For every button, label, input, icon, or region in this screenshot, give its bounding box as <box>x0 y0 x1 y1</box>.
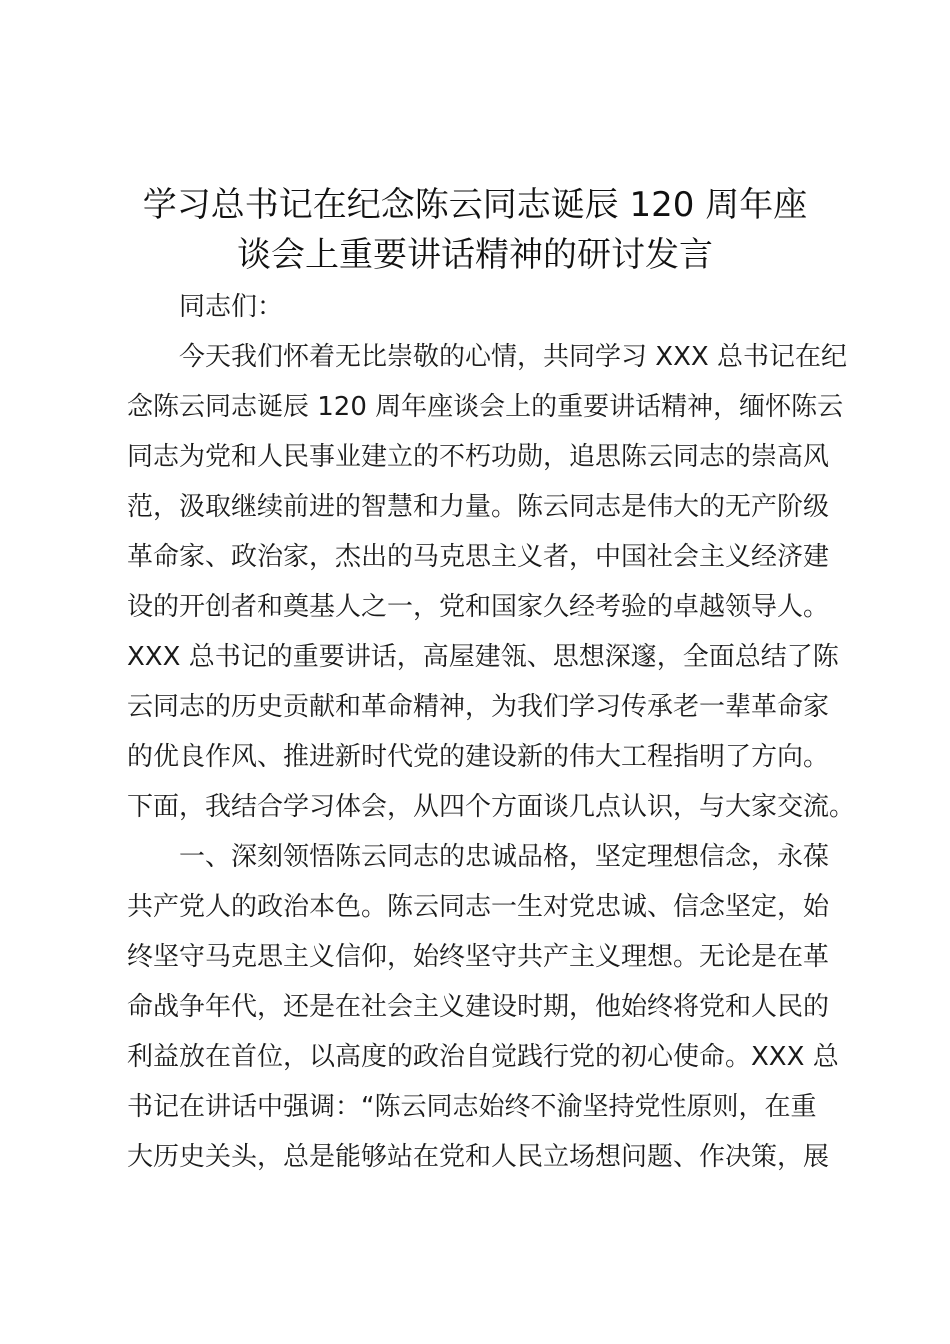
section-1-line: 命战争年代，还是在社会主义建设时期，他始终将党和人民的 <box>127 992 830 1022</box>
salutation: 同志们： <box>179 292 284 322</box>
section-1-heading-line: 一、深刻领悟陈云同志的忠诚品格，坚定理想信念，永葆 <box>179 842 830 872</box>
section-1-line: 书记在讲话中强调：“陈云同志始终不渝坚持党性原则，在重 <box>127 1092 817 1122</box>
paragraph-1-line: 的优良作风、推进新时代党的建设新的伟大工程指明了方向。 <box>127 742 830 772</box>
title-line-1: 学习总书记在纪念陈云同志诞辰 120 周年座 <box>142 185 808 225</box>
paragraph-1-line: XXX 总书记的重要讲话，高屋建瓴、思想深邃，全面总结了陈 <box>127 642 839 672</box>
paragraph-1-line: 今天我们怀着无比崇敬的心情，共同学习 XXX 总书记在纪 <box>179 342 847 372</box>
paragraph-1-line: 同志为党和人民事业建立的不朽功勋，追思陈云同志的崇高风 <box>127 442 830 472</box>
paragraph-1-line: 云同志的历史贡献和革命精神，为我们学习传承老一辈革命家 <box>127 692 830 722</box>
document-body <box>127 282 856 1182</box>
section-1-line: 终坚守马克思主义信仰，始终坚守共产主义理想。无论是在革 <box>127 942 830 972</box>
title-line-2: 谈会上重要讲话精神的研讨发言 <box>237 235 713 275</box>
section-1-line: 共产党人的政治本色。陈云同志一生对党忠诚、信念坚定，始 <box>127 892 830 922</box>
paragraph-1-line: 革命家、政治家，杰出的马克思主义者，中国社会主义经济建 <box>127 542 830 572</box>
paragraph-1-line: 范，汲取继续前进的智慧和力量。陈云同志是伟大的无产阶级 <box>127 492 830 522</box>
section-1-line: 利益放在首位，以高度的政治自觉践行党的初心使命。XXX 总 <box>127 1042 839 1072</box>
section-1-line: 大历史关头，总是能够站在党和人民立场想问题、作决策，展 <box>127 1142 830 1172</box>
paragraph-1-line: 下面，我结合学习体会，从四个方面谈几点认识，与大家交流。 <box>127 792 856 822</box>
paragraph-1-line: 念陈云同志诞辰 120 周年座谈会上的重要讲话精神，缅怀陈云 <box>127 392 844 422</box>
paragraph-1-line: 设的开创者和奠基人之一，党和国家久经考验的卓越领导人。 <box>127 592 830 622</box>
document-title <box>100 180 850 280</box>
